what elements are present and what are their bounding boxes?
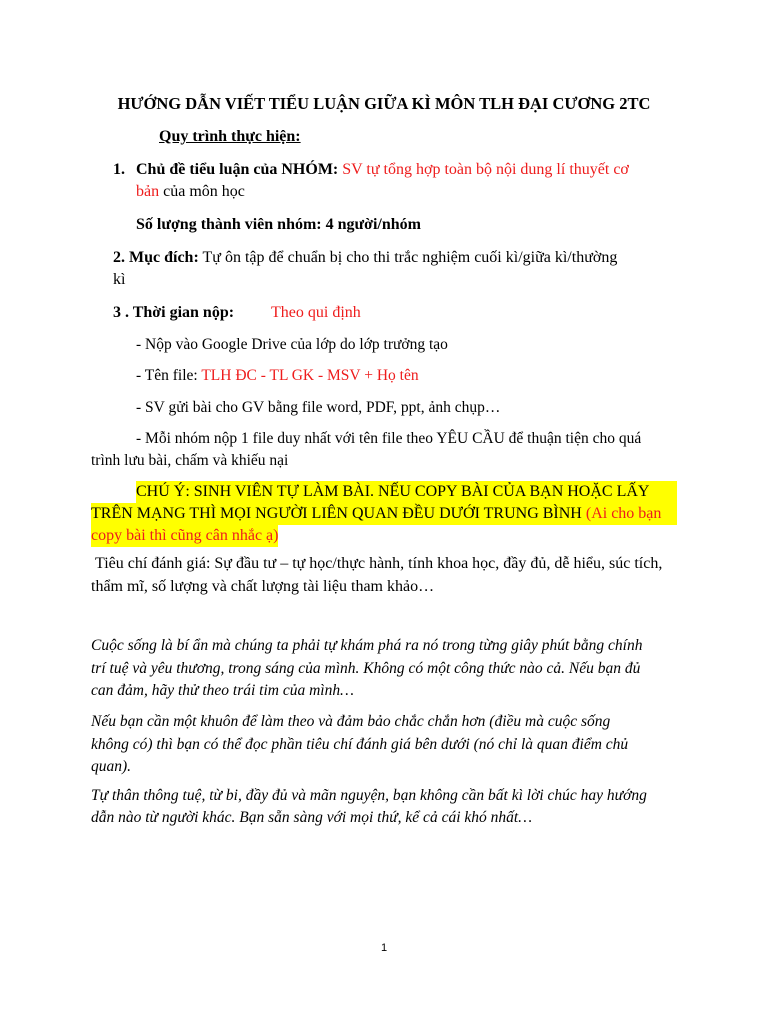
bullet-format: - SV gửi bài cho GV bằng file word, PDF, ppt, ảnh chụp… xyxy=(136,399,501,416)
warning-line1: CHÚ Ý: SINH VIÊN TỰ LÀM BÀI. NẾU COPY BÀI CỦA BẠN HOẶC LẤY xyxy=(136,481,677,503)
item2-value-line1: Tự ôn tập để chuẩn bị cho thi trắc nghiệm cuối kì/giữa kì/thường xyxy=(202,249,618,266)
item1-line2 xyxy=(136,181,245,203)
item3-label: 3 . Thời gian nộp: xyxy=(113,304,235,321)
quote-p2-line2: không có) thì bạn có thể đọc phần tiêu chí đánh giá bên dưới (nó chỉ là quan điểm chủ xyxy=(91,736,629,753)
quote-p2-line1: Nếu bạn cần một khuôn để làm theo và đảm bảo chắc chắn hơn (điều mà cuộc sống xyxy=(91,713,611,730)
quote-p3-line1: Tự thân thông tuệ, từ bi, đầy đủ và mãn nguyện, bạn không cần bất kì lời chúc hay hướng xyxy=(91,787,647,804)
criteria-line1: Tiêu chí đánh giá: Sự đầu tư – tự học/thực hành, tính khoa học, đầy đủ, dễ hiểu, súc tích, xyxy=(95,555,663,572)
members-count: Số lượng thành viên nhóm: 4 người/nhóm xyxy=(136,216,421,233)
bullet-drive: - Nộp vào Google Drive của lớp do lớp trưởng tạo xyxy=(136,336,448,353)
page-number: 1 xyxy=(380,942,388,954)
item3-value: Theo qui định xyxy=(271,304,361,321)
item1-value-red: SV tự tổng hợp toàn bộ nội dung lí thuyết cơ xyxy=(342,161,629,178)
warning-line2 xyxy=(91,503,677,525)
quote-p1-line1: Cuộc sống là bí ẩn mà chúng ta phải tự khám phá ra nó trong từng giây phút bằng chính xyxy=(91,637,643,654)
warning-line2-red: (Ai cho bạn xyxy=(585,505,662,522)
filename-value: TLH ĐC - TL GK - MSV + Họ tên xyxy=(201,367,419,384)
bullet-filename xyxy=(136,365,419,387)
item1-number: 1. xyxy=(113,161,125,178)
quote-p1-line2: trí tuệ và yêu thương, trong sáng của mình. Không có một công thức nào cả. Nếu bạn đủ xyxy=(91,660,641,677)
warning-line3: copy bài thì cũng cân nhắc ạ) xyxy=(91,525,278,547)
quote-p2-line3: quan). xyxy=(91,758,132,775)
item1-label: Chủ đề tiểu luận của NHÓM: xyxy=(136,161,339,178)
item1-value-rest: của môn học xyxy=(163,183,245,200)
criteria-line2: thẩm mĩ, số lượng và chất lượng tài liệu tham khảo… xyxy=(91,578,435,595)
bullet-group-line2: trình lưu bài, chấm và khiếu nại xyxy=(91,452,289,469)
bullet-group-line1: - Mỗi nhóm nộp 1 file duy nhất với tên file theo YÊU CẦU để thuận tiện cho quá xyxy=(136,430,642,447)
warning-line2-text: TRÊN MẠNG THÌ MỌI NGƯỜI LIÊN QUAN ĐỀU DƯỚI TRUNG BÌNH xyxy=(91,505,582,522)
document-title: HƯỚNG DẪN VIẾT TIỂU LUẬN GIỮA KÌ MÔN TLH ĐẠI CƯƠNG 2TC xyxy=(117,94,651,113)
item2-value-line2: kì xyxy=(113,271,126,288)
quote-p3-line2: dẫn nào từ người khác. Bạn sẵn sàng với mọi thứ, kể cả cái khó nhất… xyxy=(91,809,532,826)
item1-value-red-cont: bản xyxy=(136,183,160,200)
item2-label: 2. Mục đích: xyxy=(113,249,199,266)
filename-label: - Tên file: xyxy=(136,367,198,384)
item1-line1 xyxy=(136,159,629,181)
quote-p1-line3: can đảm, hãy thử theo trái tim của mình… xyxy=(91,682,354,699)
item2-paragraph xyxy=(113,246,677,269)
process-heading: Quy trình thực hiện: xyxy=(159,128,301,145)
